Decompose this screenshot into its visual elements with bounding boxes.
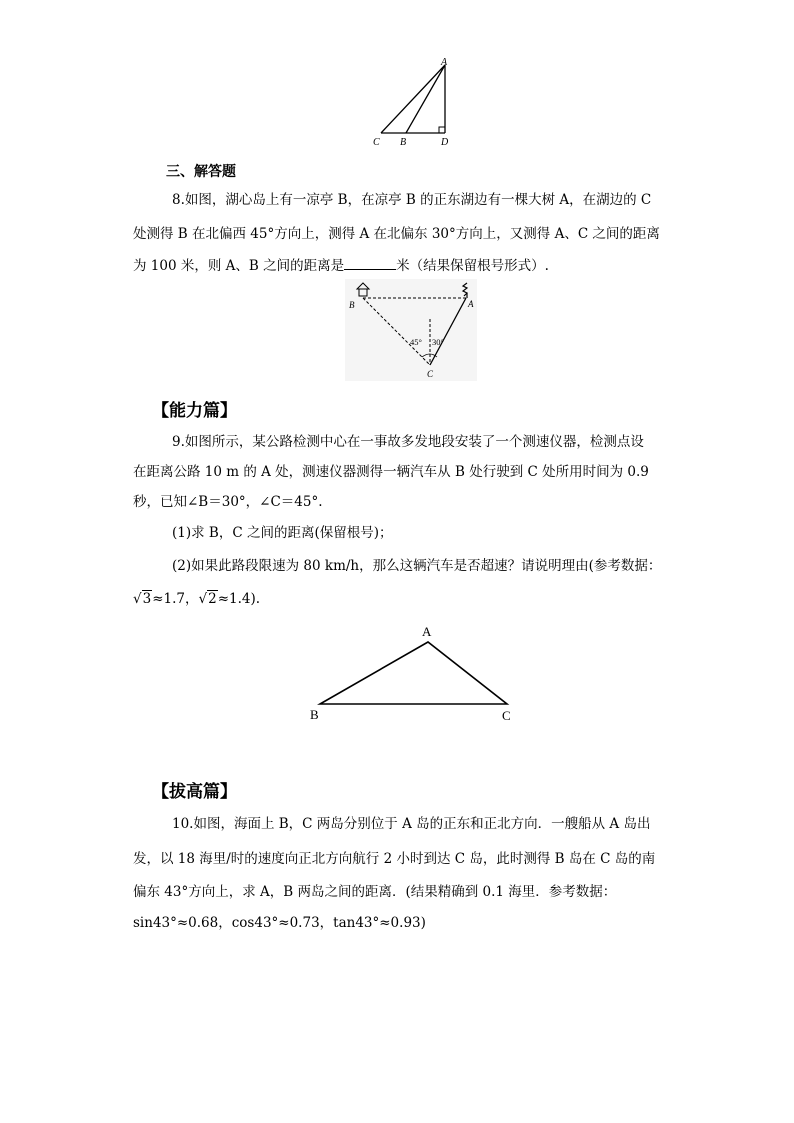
q9-line-3: 秒，已知∠B＝30°，∠C＝45°. — [133, 494, 323, 510]
label-d: D — [441, 137, 449, 148]
q8-line-2: 处测得 B 在北偏西 45°方向上，测得 A 在北偏东 30°方向上，又测得 A、C 之间的距离 — [133, 226, 660, 242]
q8-line-3 — [133, 253, 549, 279]
q9-part-2: (2)如果此路段限速为 80 km/h，那么这辆汽车是否超速？请说明理由(参考数据： — [172, 558, 662, 574]
sqrt-3: √3 — [133, 591, 152, 607]
figure-triangle-abc — [300, 620, 530, 725]
q9-label-b: B — [310, 707, 319, 722]
q8-angle-45: 45° — [410, 337, 422, 347]
label-c: C — [373, 137, 380, 148]
q9-label-a: A — [422, 624, 432, 639]
label-b: B — [400, 137, 407, 148]
q8-label-a: A — [468, 299, 474, 309]
q9-label-c: C — [502, 708, 511, 723]
label-a: A — [441, 57, 448, 68]
q8-label-b: B — [349, 300, 355, 310]
q9-part-1: (1)求 B，C 之间的距离(保留根号)； — [172, 525, 393, 541]
answer-blank — [344, 255, 396, 270]
section-title-ability: 【能力篇】 — [152, 401, 237, 421]
q8-angle-30: 30° — [432, 337, 444, 347]
q10-line-1: 10.如图，海面上 B，C 两岛分别位于 A 岛的正东和正北方向．一艘船从 A 岛出 — [172, 816, 651, 832]
q9-line-1: 9.如图所示，某公路检测中心在一事故多发地段安装了一个测速仪器，检测点设 — [172, 434, 644, 450]
sqrt-2: √2 — [198, 591, 217, 607]
q9-line-2: 在距离公路 10 m 的 A 处，测速仪器测得一辆汽车从 B 处行驶到 C 处所用时间为 0.9 — [133, 464, 649, 480]
section-title-advanced: 【拔高篇】 — [152, 782, 237, 802]
figure-triangle-abcd — [365, 55, 465, 150]
q8-line-3-post: 米（结果保留根号形式）. — [396, 258, 549, 274]
q10-line-2: 发，以 18 海里/时的速度向正北方向航行 2 小时到达 C 岛，此时测得 B 岛在 C 岛的南 — [133, 851, 656, 867]
q10-line-3: 偏东 43°方向上，求 A，B 两岛之间的距离．(结果精确到 0.1 海里．参考数据： — [133, 884, 617, 900]
q8-line-1: 8.如图，湖心岛上有一凉亭 B，在凉亭 B 的正东湖边有一棵大树 A，在湖边的 C — [172, 192, 652, 208]
q10-line-4: sin43°≈0.68，cos43°≈0.73，tan43°≈0.93) — [133, 915, 426, 931]
figure-lake-pavilion — [345, 279, 477, 381]
section-title-solutions: 三、解答题 — [166, 164, 236, 180]
q8-line-3-pre: 为 100 米，则 A、B 之间的距离是 — [133, 258, 345, 274]
q8-label-c: C — [427, 369, 434, 379]
q9-ref-data: √3≈1.7，√2≈1.4). — [133, 586, 260, 612]
